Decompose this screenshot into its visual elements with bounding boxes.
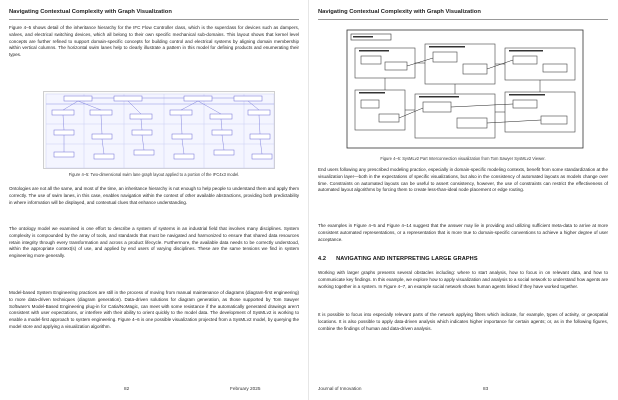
right-page [309, 0, 618, 400]
paragraph-ontology-model: The ontology model we examined is one effort to describe a system of systems in an industrial field that involves many disciplines. System complexity is compounded by the array of tools, and standards that must be navigated and harmonized to ensure that shared data resources retain integrity through every transformation and across a product lifecycle. Furthermore, the available data needs to be correctly understood, within the appropriate context(s) of use, and applied by end users of varying disciplines. These are the same tensions we find in system engineering more generally. [9, 226, 299, 258]
section-title: NAVIGATING AND INTERPRETING LARGE GRAPHS [336, 256, 478, 262]
paragraph-focus: It is possible to focus into especially relevant parts of the network applying filters which indicate, for example, types of activity, or geospatial locations. It is also possible to apply data-driven analysis which indicates higher importance for certain agents; or, as in the following figures, combine the findings of human and data-driven analysis. [318, 312, 608, 331]
swim-lane-figure [43, 91, 275, 169]
paragraph-examples: The examples in Figure 4–5 and Figure 4–14 suggest that the answer may lie in providing and utilizing sufficient meta-data to arrive at more consistent automated representations, or a representation that is more true to domain-specific conventions to achieve a higher degree of user acceptance. [318, 223, 608, 242]
left-page-number: 82 [124, 386, 130, 391]
running-header-right: Navigating Contextual Complexity with Graph Visualization [318, 9, 481, 15]
paragraph-mbse: Model-based System Engineering practices are still in the process of moving from manual maintenance of diagrams (diagram-first engineering) to more data-driven techniques (diagram generation). Data-driven solutions for diagram generation, as those supported by Tom Sawyer Software's Model-Based Engineering plug-in for Catia/NoMagic, can meet with some resistance if the automatically generated drawings aren't consistent with user expectations, or interfere with their ability to orient quickly to the model data. The development of SysMLv2 is working to enable a model-first approach to system engineering. Figure 4–6 is one possible visualization projected from a SysMLv2 model, by querying the model store and applying a visualization algorithm. [9, 290, 299, 329]
paragraph-end-users: End users following any prescribed modeling practice, especially in domain-specific modeling contexts, benefit from some standardization at the visualization layer—both in the expectations of specific visualizations, but also in the consistency of automated layouts as models change over time. Constraints on automated layouts can be useful to assert consistency, however, the use of constraints can restrict the effectiveness of automated layout algorithms by forcing them to create less-than-ideal node placement or edge routing. [318, 167, 608, 193]
intro-paragraph: Figure 4–5 shows detail of the inheritance hierarchy for the IFC Flow Controller class, which is the superclass for devices such as dampers, valves, and electrical switching devices, which all belong to their own specific mechanical sub-domains. This layout shows that kernel level concepts are further refined to support domain-specific concepts for building control and electrical systems by aligning domain membership within vertical columns. The horizontal swim lanes help to clearly illustrate a pattern in this model for defining products and enumerating their types. [9, 25, 299, 57]
right-page-number: 83 [483, 386, 489, 391]
section-heading [318, 256, 478, 262]
header-rule-left [9, 19, 299, 20]
footer-journal: Journal of Innovation [318, 386, 362, 391]
swim-lane-graph [44, 92, 276, 170]
figure-4-6-caption: Figure 4–6: SysMLv2 Part Interconnection visualization from Tom Sawyer SysMLv2 Viewer. [380, 156, 546, 161]
paragraph-ontologies: Ontologies are not all the same, and most of the time, an inheritance hierarchy is not enough to help people to understand them and apply them correctly. The use of swim lanes, in this case, enables navigation within the context of other available abstractions, providing both predictability in where information will be displayed, and contextual clues that enhance understanding. [9, 186, 299, 205]
paragraph-larger-graphs: Working with larger graphs presents several obstacles including: where to start analysis, how to focus in on relevant data, and how to communicate key findings. In this example, we explore how to apply visualization and analysis to a social network to understand how agents are working together in a system. In Figure 4–7, an example social network shows human agents linked if they have worked together. [318, 270, 608, 289]
running-header-left: Navigating Contextual Complexity with Graph Visualization [9, 9, 172, 15]
section-number: 4.2 [318, 256, 327, 262]
sysml-figure [345, 28, 585, 150]
footer-date: February 2025 [230, 386, 261, 391]
figure-4-5-caption: Figure 4–5: Two-dimensional swim lane graph layout applied to a portion of the IFC4x3 model. [68, 172, 240, 177]
sysml-interconnection-diagram [345, 28, 585, 150]
header-rule-right [318, 19, 608, 20]
